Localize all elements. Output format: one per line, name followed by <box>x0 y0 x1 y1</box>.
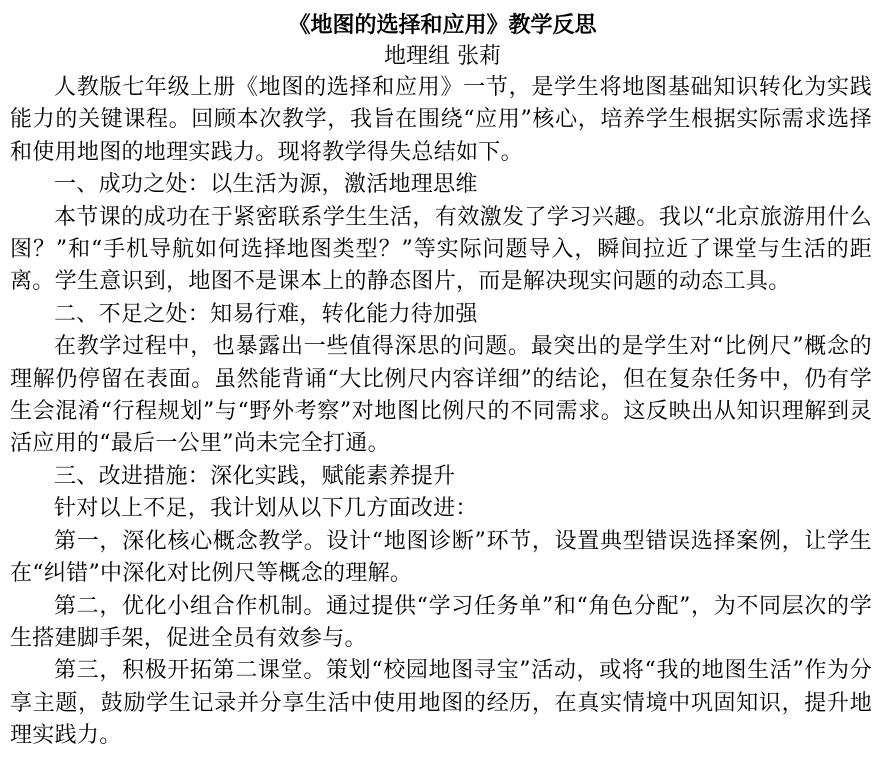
document-body <box>10 72 872 753</box>
document-author: 地理组 张莉 <box>384 44 501 69</box>
section-heading-success: 一、成功之处：以生活为源，激活地理思维 <box>54 172 478 198</box>
success-paragraph: 本节课的成功在于紧密联系学生生活，有效激发了学习兴趣。我以“北京旅游用什么图？”和“手机导航如何选择地图类型？”等实际问题导入，瞬间拉近了课堂与生活的距离。学生意识到，地图不是课本上的静态图片，而是解决现实问题的动态工具。 <box>10 204 872 295</box>
section-heading-shortcomings: 二、不足之处：知易行难，转化能力待加强 <box>54 301 478 327</box>
improvement-first-paragraph: 第一，深化核心概念教学。设计“地图诊断”环节，设置典型错误选择案例，让学生在“纠错”中深化对比例尺等概念的理解。 <box>10 528 872 587</box>
intro-paragraph: 人教版七年级上册《地图的选择和应用》一节，是学生将地图基础知识转化为实践能力的关键课程。回顾本次教学，我旨在围绕“应用”核心，培养学生根据实际需求选择和使用地图的地理实践力。现将教学得失总结如下。 <box>10 75 872 165</box>
shortcomings-paragraph: 在教学过程中，也暴露出一些值得深思的问题。最突出的是学生对“比例尺”概念的理解仍停留在表面。虽然能背诵“大比例尺内容详细”的结论，但在复杂任务中，仍有学生会混淆“行程规划”与“野外考察”对地图比例尺的不同需求。这反映出从知识理解到灵活应用的“最后一公里”尚未完全打通。 <box>10 334 872 457</box>
document-title: 《地图的选择和应用》教学反思 <box>288 12 597 38</box>
improvement-second-paragraph: 第二，优化小组合作机制。通过提供“学习任务单”和“角色分配”，为不同层次的学生搭建脚手架，促进全员有效参与。 <box>10 593 872 651</box>
improvement-third-paragraph: 第三，积极开拓第二课堂。策划“校园地图寻宝”活动，或将“我的地图生活”作为分享主题，鼓励学生记录并分享生活中使用地图的经历，在真实情境中巩固知识，提升地理实践力。 <box>10 658 872 749</box>
improvements-intro-paragraph: 针对以上不足，我计划从以下几方面改进： <box>54 496 478 522</box>
section-heading-improvements: 三、改进措施：深化实践，赋能素养提升 <box>54 463 456 489</box>
